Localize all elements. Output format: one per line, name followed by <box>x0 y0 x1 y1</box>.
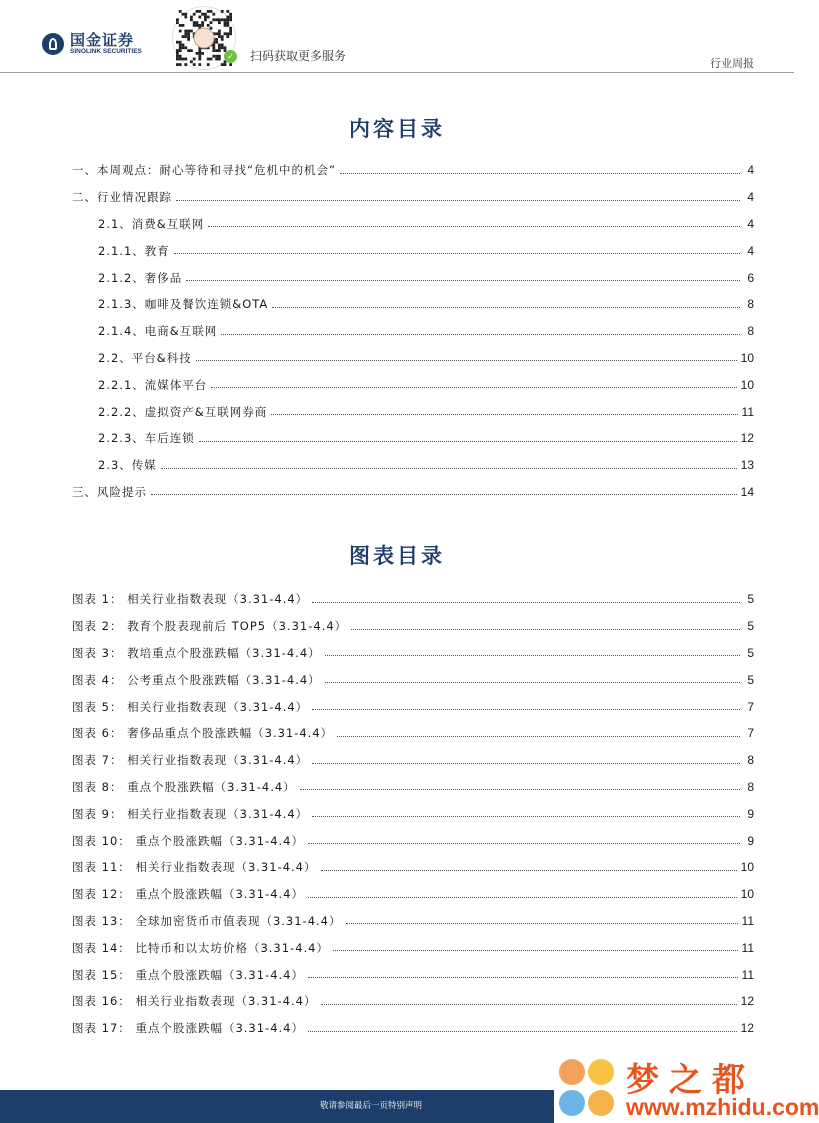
figure-item-label: 图表 1： 相关行业指数表现（3.31-4.4） <box>72 592 309 607</box>
figure-item-leader-dots <box>312 709 740 710</box>
figure-item-page-number: 5 <box>747 672 754 687</box>
figure-item-row[interactable] <box>72 693 754 720</box>
toc-item-page-number: 10 <box>740 377 754 392</box>
figure-item-label: 图表 4： 公考重点个股涨跌幅（3.31-4.4） <box>72 672 321 687</box>
toc-item-leader-dots <box>161 468 737 469</box>
figure-item-page-number: 11 <box>741 913 754 928</box>
figure-item-row[interactable] <box>72 934 754 961</box>
figure-item-label: 图表 5： 相关行业指数表现（3.31-4.4） <box>72 699 309 714</box>
toc-item-leader-dots <box>272 307 740 308</box>
toc-item-page-number: 4 <box>747 163 754 178</box>
figure-item-row[interactable] <box>72 961 754 988</box>
figure-item-leader-dots <box>308 843 740 844</box>
figure-item-leader-dots <box>321 870 737 871</box>
figures-title: 图表目录 <box>349 543 445 568</box>
figure-item-leader-dots <box>312 602 740 603</box>
header-divider <box>0 72 794 73</box>
figure-item-row[interactable] <box>72 586 754 613</box>
figure-item-page-number: 12 <box>740 994 754 1009</box>
figure-item-leader-dots <box>308 897 737 898</box>
figure-item-row[interactable] <box>72 1015 754 1042</box>
page-header <box>0 0 794 76</box>
toc-item-row[interactable] <box>72 398 754 425</box>
figure-item-page-number: 7 <box>747 726 754 741</box>
figure-item-leader-dots <box>300 789 740 790</box>
watermark-url: www.mzhidu.com <box>626 1094 819 1120</box>
figure-item-leader-dots <box>351 629 740 630</box>
toc-item-row[interactable] <box>72 479 754 506</box>
report-type-label: 行业周报 <box>710 57 754 70</box>
figure-item-label: 图表 6： 奢侈品重点个股涨跌幅（3.31-4.4） <box>72 726 334 741</box>
figure-item-leader-dots <box>346 923 738 924</box>
figure-item-row[interactable] <box>72 613 754 640</box>
watermark-face-icon <box>559 1059 585 1085</box>
toc-item-row[interactable] <box>72 184 754 211</box>
toc-item-leader-dots <box>340 173 740 174</box>
toc-item-label: 2.1.1、教育 <box>98 243 170 258</box>
figure-item-page-number: 10 <box>740 887 754 902</box>
figure-item-page-number: 8 <box>747 753 754 768</box>
toc-item-page-number: 11 <box>741 404 754 419</box>
toc-item-label: 2.2.3、车后连锁 <box>98 431 195 446</box>
figure-item-row[interactable] <box>72 640 754 667</box>
figure-item-label: 图表 9： 相关行业指数表现（3.31-4.4） <box>72 806 309 821</box>
figure-item-row[interactable] <box>72 800 754 827</box>
toc-item-page-number: 12 <box>740 431 754 446</box>
toc-item-label: 2.1.3、咖啡及餐饮连锁&OTA <box>98 297 269 312</box>
figure-item-page-number: 11 <box>741 967 754 982</box>
toc-item-row[interactable] <box>72 452 754 479</box>
toc-item-row[interactable] <box>72 345 754 372</box>
figure-item-label: 图表 11： 相关行业指数表现（3.31-4.4） <box>72 860 317 875</box>
figure-item-page-number: 5 <box>747 592 754 607</box>
toc-title: 内容目录 <box>349 116 445 141</box>
site-watermark <box>554 1050 819 1123</box>
figure-item-row[interactable] <box>72 854 754 881</box>
footer-disclaimer: 敬请参阅最后一页特别声明 <box>319 1101 422 1111</box>
figure-item-row[interactable] <box>72 988 754 1015</box>
toc-item-label: 2.1.4、电商&互联网 <box>98 324 218 339</box>
figure-item-page-number: 8 <box>747 779 754 794</box>
toc-item-label: 一、本周观点：耐心等待和寻找“危机中的机会” <box>72 163 336 178</box>
toc-item-row[interactable] <box>72 211 754 238</box>
figure-item-page-number: 9 <box>747 833 754 848</box>
logo-name-cn: 国金证券 <box>70 31 135 49</box>
toc-item-label: 2.1.2、奢侈品 <box>98 270 183 285</box>
toc-list <box>72 157 754 505</box>
toc-item-leader-dots <box>221 334 740 335</box>
toc-item-leader-dots <box>271 414 737 415</box>
figure-item-leader-dots <box>333 950 738 951</box>
figure-item-page-number: 7 <box>747 699 754 714</box>
toc-item-page-number: 6 <box>747 270 754 285</box>
figure-item-leader-dots <box>312 763 740 764</box>
figure-item-label: 图表 15： 重点个股涨跌幅（3.31-4.4） <box>72 967 304 982</box>
figure-item-label: 图表 16： 相关行业指数表现（3.31-4.4） <box>72 994 317 1009</box>
figure-item-leader-dots <box>325 682 740 683</box>
figure-item-page-number: 5 <box>747 619 754 634</box>
toc-item-page-number: 4 <box>747 216 754 231</box>
toc-item-row[interactable] <box>72 371 754 398</box>
figure-item-row[interactable] <box>72 774 754 801</box>
figure-item-label: 图表 14： 比特币和以太坊价格（3.31-4.4） <box>72 940 329 955</box>
toc-item-row[interactable] <box>72 264 754 291</box>
figure-item-row[interactable] <box>72 720 754 747</box>
figure-item-page-number: 11 <box>741 940 754 955</box>
logo-name-en: SINOLINK SECURITIES <box>70 48 142 55</box>
logo-icon <box>42 33 64 55</box>
figure-item-leader-dots <box>337 736 740 737</box>
toc-item-page-number: 8 <box>747 297 754 312</box>
figure-item-label: 图表 8： 重点个股涨跌幅（3.31-4.4） <box>72 779 296 794</box>
figure-item-row[interactable] <box>72 747 754 774</box>
toc-item-label: 三、风险提示 <box>72 484 147 499</box>
toc-item-leader-dots <box>199 441 737 442</box>
figure-item-page-number: 9 <box>747 806 754 821</box>
toc-item-page-number: 8 <box>747 324 754 339</box>
toc-item-leader-dots <box>151 494 737 495</box>
qr-caption: 扫码获取更多服务 <box>250 49 347 63</box>
toc-item-leader-dots <box>186 280 740 281</box>
toc-item-page-number: 10 <box>740 350 754 365</box>
toc-item-leader-dots <box>174 253 740 254</box>
figure-item-row[interactable] <box>72 881 754 908</box>
company-logo <box>42 32 142 56</box>
toc-item-label: 2.1、消费&互联网 <box>98 216 205 231</box>
toc-item-leader-dots <box>208 226 740 227</box>
watermark-face-icon <box>588 1059 614 1085</box>
toc-item-row[interactable] <box>72 157 754 184</box>
figure-item-label: 图表 12： 重点个股涨跌幅（3.31-4.4） <box>72 887 304 902</box>
figure-item-row[interactable] <box>72 666 754 693</box>
watermark-title: 梦之都 <box>626 1060 755 1099</box>
toc-item-row[interactable] <box>72 425 754 452</box>
toc-item-row[interactable] <box>72 237 754 264</box>
figure-item-row[interactable] <box>72 827 754 854</box>
watermark-face-icon <box>588 1090 614 1116</box>
figures-list <box>72 586 754 1042</box>
toc-item-page-number: 14 <box>740 484 754 499</box>
toc-item-page-number: 4 <box>747 190 754 205</box>
figure-item-label: 图表 10： 重点个股涨跌幅（3.31-4.4） <box>72 833 304 848</box>
watermark-face-icon <box>559 1090 585 1116</box>
toc-item-label: 2.2.2、虚拟资产&互联网券商 <box>98 404 268 419</box>
toc-item-label: 二、行业情况跟踪 <box>72 190 172 205</box>
toc-item-label: 2.3、传媒 <box>98 458 157 473</box>
figure-item-label: 图表 13： 全球加密货币市值表现（3.31-4.4） <box>72 913 342 928</box>
figure-item-leader-dots <box>312 816 740 817</box>
toc-item-label: 2.2、平台&科技 <box>98 350 192 365</box>
figure-item-page-number: 12 <box>740 1021 754 1036</box>
toc-item-leader-dots <box>211 387 736 388</box>
toc-item-leader-dots <box>176 200 740 201</box>
toc-item-page-number: 13 <box>740 458 754 473</box>
toc-item-page-number: 4 <box>747 243 754 258</box>
figure-item-leader-dots <box>308 1031 737 1032</box>
wechat-badge-icon: ✓ <box>224 50 237 63</box>
toc-item-label: 2.2.1、流媒体平台 <box>98 377 208 392</box>
toc-item-leader-dots <box>196 360 737 361</box>
toc-item-row[interactable] <box>72 318 754 345</box>
figure-item-label: 图表 2： 教育个股表现前后 TOP5（3.31-4.4） <box>72 619 348 634</box>
toc-item-row[interactable] <box>72 291 754 318</box>
figure-item-label: 图表 3： 教培重点个股涨跌幅（3.31-4.4） <box>72 645 321 660</box>
figure-item-row[interactable] <box>72 908 754 935</box>
figure-item-leader-dots <box>321 1004 737 1005</box>
figure-item-label: 图表 7： 相关行业指数表现（3.31-4.4） <box>72 753 309 768</box>
figure-item-label: 图表 17： 重点个股涨跌幅（3.31-4.4） <box>72 1021 304 1036</box>
figure-item-leader-dots <box>308 977 738 978</box>
figure-item-page-number: 5 <box>747 645 754 660</box>
figure-item-page-number: 10 <box>740 860 754 875</box>
figure-item-leader-dots <box>325 655 740 656</box>
